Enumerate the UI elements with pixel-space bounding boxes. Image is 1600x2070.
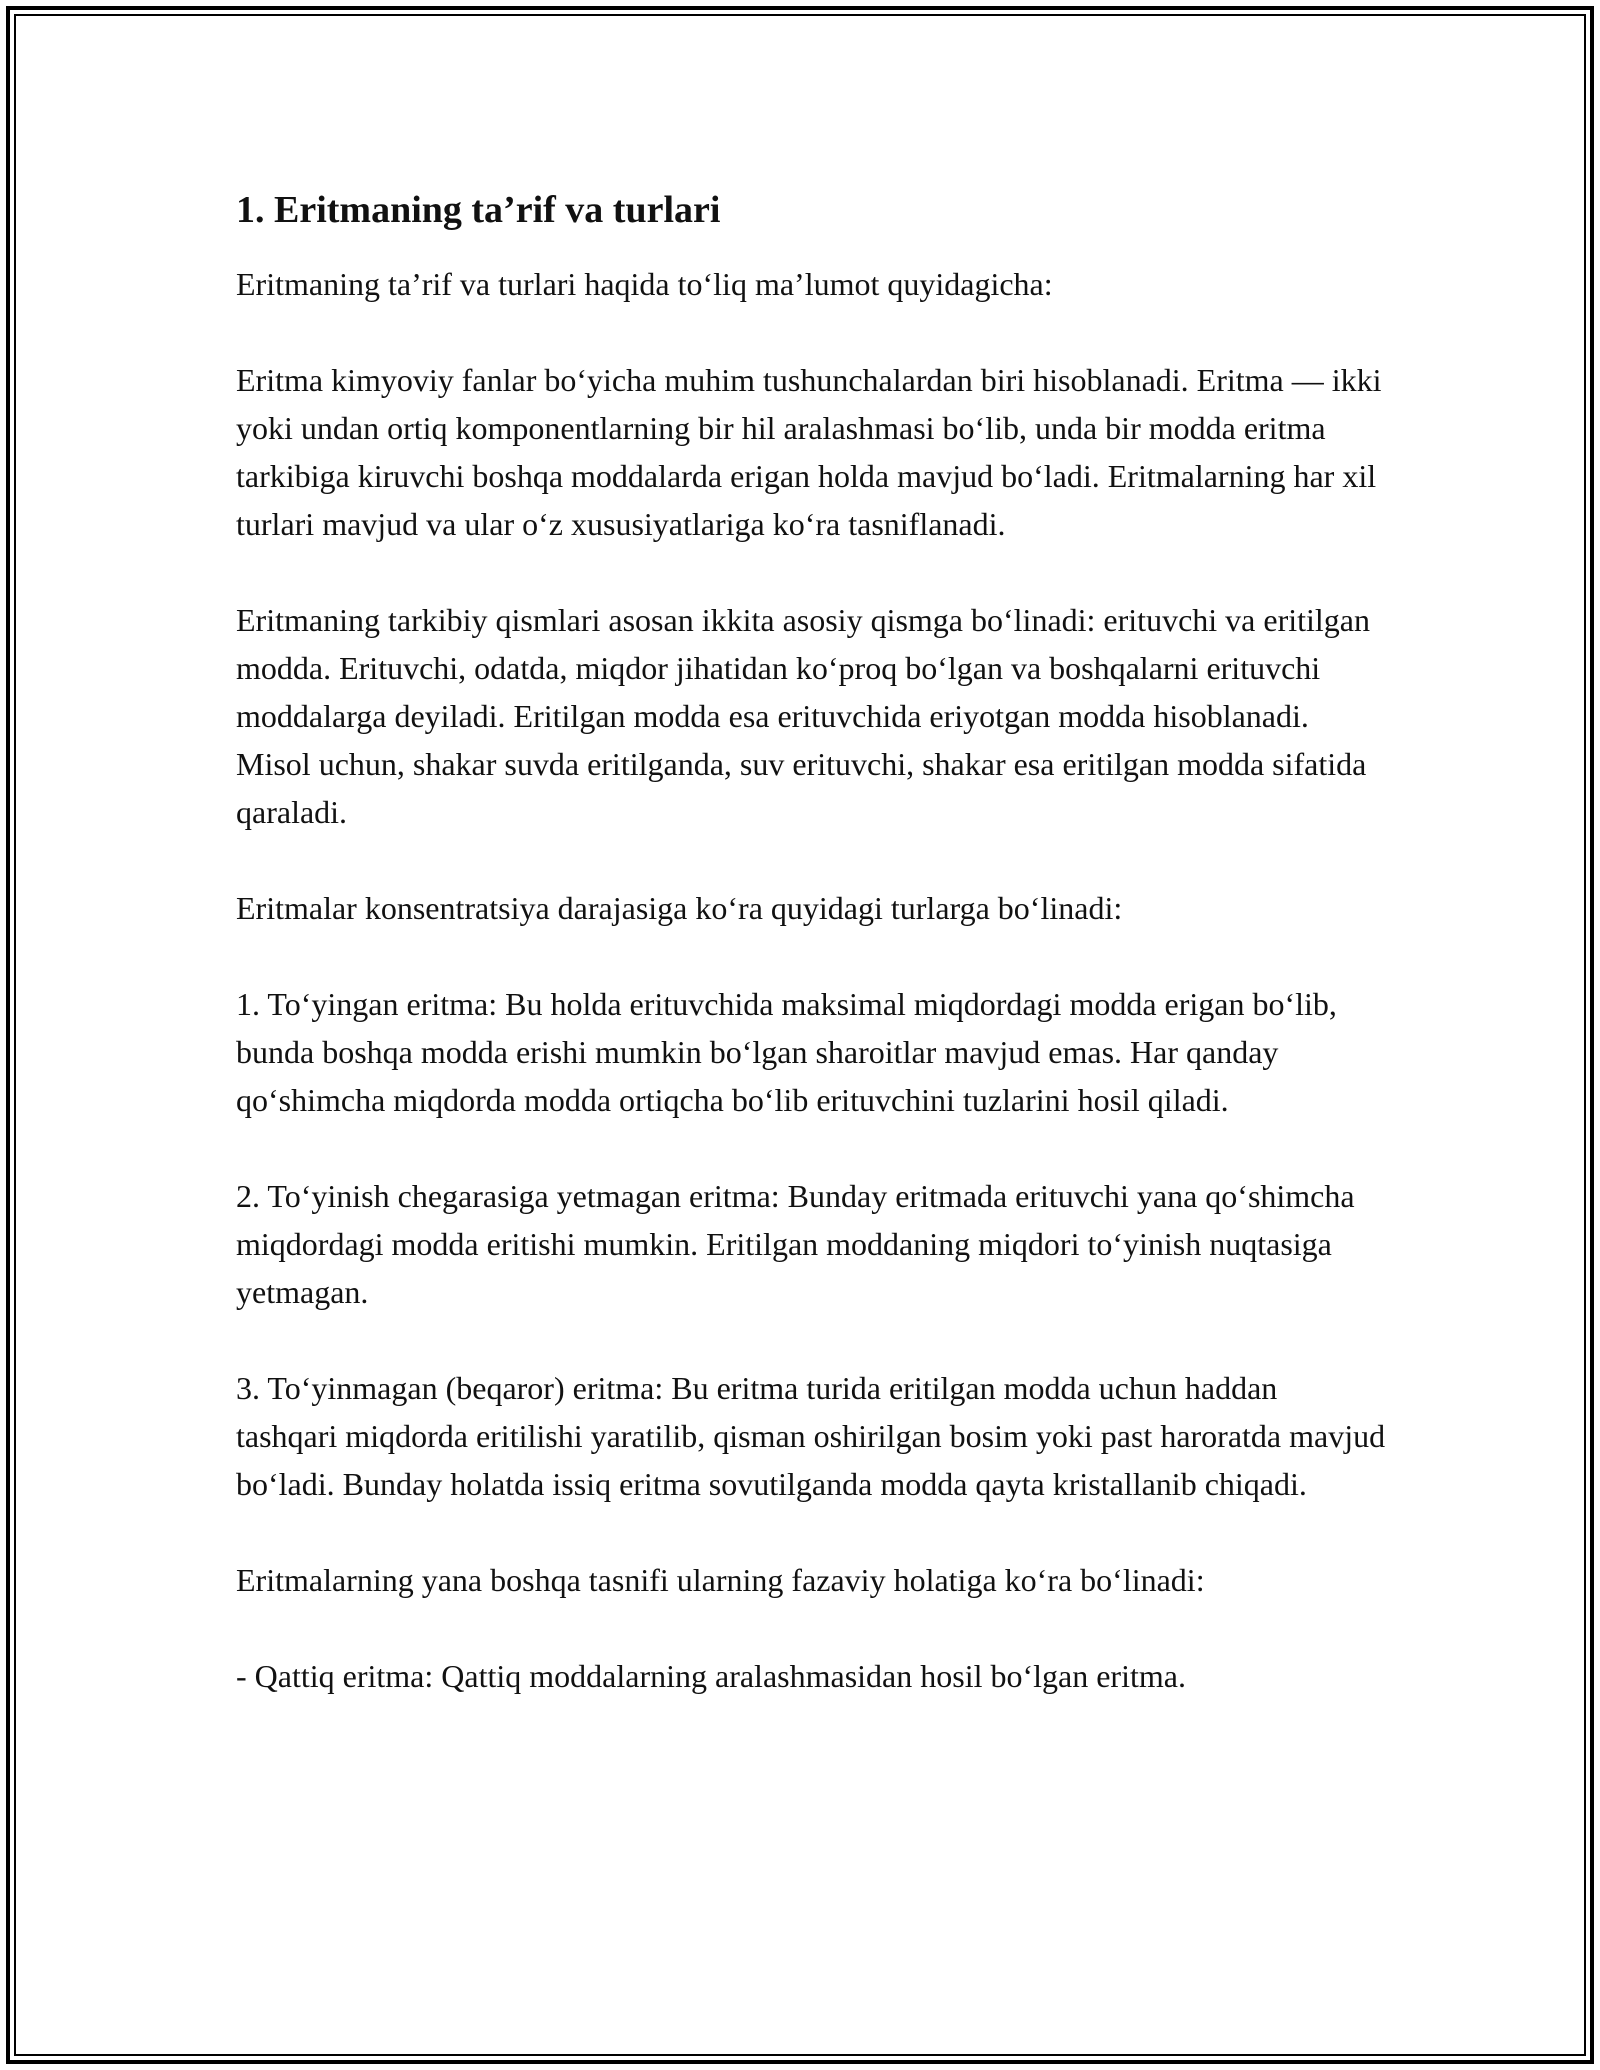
document-title: 1. Eritmaning ta’rif va turlari: [236, 189, 721, 231]
paragraph-components: Eritmaning tarkibiy qismlari asosan ikkita asosiy qismga bo‘linadi: erituvchi va eritilgan modda. Erituvchi, odatda, miqdor jihatidan ko‘proq bo‘lgan va boshqalarni erituvchi moddalarga deyiladi. Eritilgan modda esa erituvchida eriyotgan modda hisoblanadi. Misol uchun, shakar suvda eritilganda, suv erituvchi, shakar esa eritilgan modda sifatida qaraladi.: [236, 602, 1370, 830]
list-item-supersaturated: 3. To‘yinmagan (beqaror) eritma: Bu eritma turida eritilgan modda uchun haddan tashqari miqdorda eritilishi yaratilib, qisman oshirilgan bosim yoki past haroratda mavjud bo‘ladi. Bunday holatda issiq eritma sovutilganda modda qayta kristallanib chiqadi.: [236, 1370, 1386, 1502]
list-item-unsaturated: 2. To‘yinish chegarasiga yetmagan eritma: Bunday eritmada erituvchi yana qo‘shimcha miqdordagi modda eritishi mumkin. Eritilgan moddaning miqdori to‘yinish nuqtasiga yetmagan.: [236, 1178, 1355, 1310]
paragraph-concentration-types: Eritmalar konsentratsiya darajasiga ko‘ra quyidagi turlarga bo‘linadi:: [236, 890, 1123, 926]
paragraph-phase-classification: Eritmalarning yana boshqa tasnifi ularning fazaviy holatiga ko‘ra bo‘linadi:: [236, 1562, 1205, 1598]
list-item-saturated: 1. To‘yingan eritma: Bu holda erituvchida maksimal miqdordagi modda erigan bo‘lib, bunda boshqa modda erishi mumkin bo‘lgan sharoitlar mavjud emas. Har qanday qo‘shimcha miqdorda modda ortiqcha bo‘lib erituvchini tuzlarini hosil qiladi.: [236, 986, 1337, 1118]
list-item-solid-solution: - Qattiq eritma: Qattiq moddalarning aralashmasidan hosil bo‘lgan eritma.: [236, 1658, 1186, 1694]
document-body: [236, 186, 1386, 1700]
paragraph-definition: Eritma kimyoviy fanlar bo‘yicha muhim tushunchalardan biri hisoblanadi. Eritma — ikki yoki undan ortiq komponentlarning bir hil aralashmasi bo‘lib, unda bir modda eritma tarkibiga kiruvchi boshqa moddalarda erigan holda mavjud bo‘ladi. Eritmalarning har xil turlari mavjud va ular o‘z xususiyatlariga ko‘ra tasniflanadi.: [236, 362, 1382, 542]
paragraph-intro: Eritmaning ta’rif va turlari haqida to‘liq ma’lumot quyidagicha:: [236, 266, 1053, 302]
